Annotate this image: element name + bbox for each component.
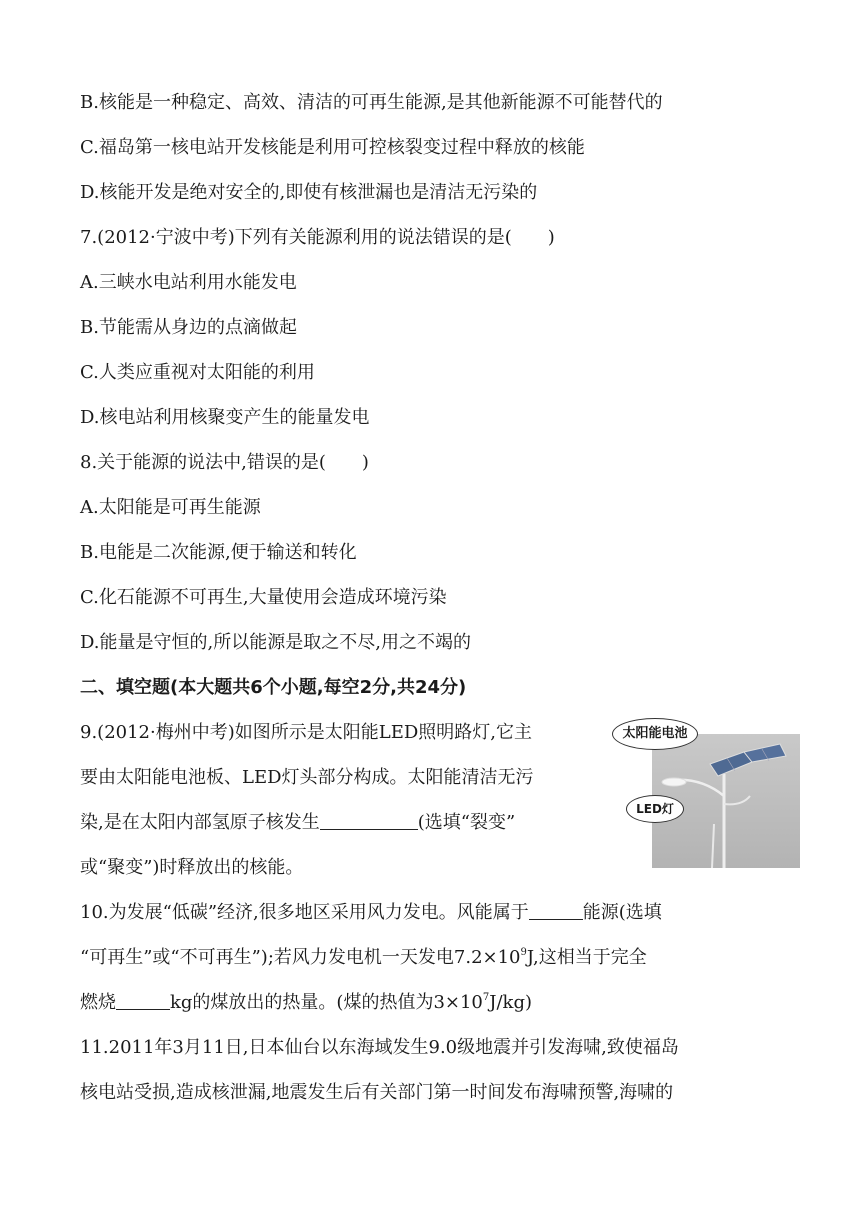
callout-led-lamp xyxy=(626,795,684,823)
line-d-safety: D.核能开发是绝对安全的,即使有核泄漏也是清洁无污染的 xyxy=(80,182,538,203)
q10-line-2-text: “可再生”或“不可再生”);若风力发电机一天发电7.2×10 xyxy=(80,947,521,968)
q10-line-3 xyxy=(80,988,532,1018)
q9-line-2: 要由太阳能电池板、LED灯头部分构成。太阳能清洁无污 xyxy=(80,767,534,788)
q10-line-3-text: 燃烧 xyxy=(80,992,116,1013)
q11-line-1: 11.2011年3月11日,日本仙台以东海域发生9.0级地震并引发海啸,致使福岛 xyxy=(80,1037,679,1058)
q11-line-2: 核电站受损,造成核泄漏,地震发生后有关部门第一时间发布海啸预警,海啸的 xyxy=(80,1082,674,1103)
q7-option-a: A.三峡水电站利用水能发电 xyxy=(80,272,297,293)
line-c-fukushima: C.福岛第一核电站开发核能是利用可控核裂变过程中释放的核能 xyxy=(80,137,585,158)
q9-answer-blank[interactable] xyxy=(320,811,418,830)
q10-exponent-9: 9 xyxy=(520,947,527,958)
question-7: 7.(2012·宁波中考)下列有关能源利用的说法错误的是( ) xyxy=(80,227,555,248)
q10-line-2-tail: J,这相当于完全 xyxy=(526,947,647,968)
callout-solar-panel xyxy=(612,718,698,750)
q9-line-1: 9.(2012·梅州中考)如图所示是太阳能LED照明路灯,它主 xyxy=(80,722,532,743)
q9-line-4: 或“聚变”)时释放出的核能。 xyxy=(80,857,304,878)
line-b-nuclear: B.核能是一种稳定、高效、清洁的可再生能源,是其他新能源不可能替代的 xyxy=(80,92,663,113)
section-title: 二、填空题(本大题共6个小题,每空2分,共24分) xyxy=(80,677,467,698)
q8-option-a: A.太阳能是可再生能源 xyxy=(80,497,261,518)
callout-solar-panel-label: 太阳能电池 xyxy=(622,726,688,741)
q10-line-1 xyxy=(80,898,662,928)
q10-line-2 xyxy=(80,943,647,973)
callout-led-lamp-label: LED灯 xyxy=(636,802,674,816)
q10-exponent-7: 7 xyxy=(482,992,490,1003)
q8-option-b: B.电能是二次能源,便于输送和转化 xyxy=(80,542,357,563)
question-8: 8.关于能源的说法中,错误的是( ) xyxy=(80,452,369,473)
q9-line-3-text: 染,是在太阳内部氢原子核发生 xyxy=(80,812,320,833)
q9-line-3 xyxy=(80,808,515,838)
q10-line-1-hint: 能源(选填 xyxy=(582,902,662,923)
q8-option-c: C.化石能源不可再生,大量使用会造成环境污染 xyxy=(80,587,447,608)
q10-line-1-text: 10.为发展“低碳”经济,很多地区采用风力发电。风能属于 xyxy=(80,902,529,923)
q9-line-3-hint: (选填“裂变” xyxy=(417,812,516,833)
solar-streetlight-figure xyxy=(612,718,800,868)
q7-option-d: D.核电站利用核聚变产生的能量发电 xyxy=(80,407,370,428)
q7-option-c: C.人类应重视对太阳能的利用 xyxy=(80,362,315,383)
q10-answer-blank-2[interactable] xyxy=(116,991,170,1010)
q7-option-b: B.节能需从身边的点滴做起 xyxy=(80,317,297,338)
q10-line-3-mid: kg的煤放出的热量。(煤的热值为3×10 xyxy=(170,992,483,1013)
q8-option-d: D.能量是守恒的,所以能源是取之不尽,用之不竭的 xyxy=(80,632,471,653)
q10-line-3-tail: J/kg) xyxy=(489,992,532,1013)
q10-answer-blank-1[interactable] xyxy=(529,901,583,920)
